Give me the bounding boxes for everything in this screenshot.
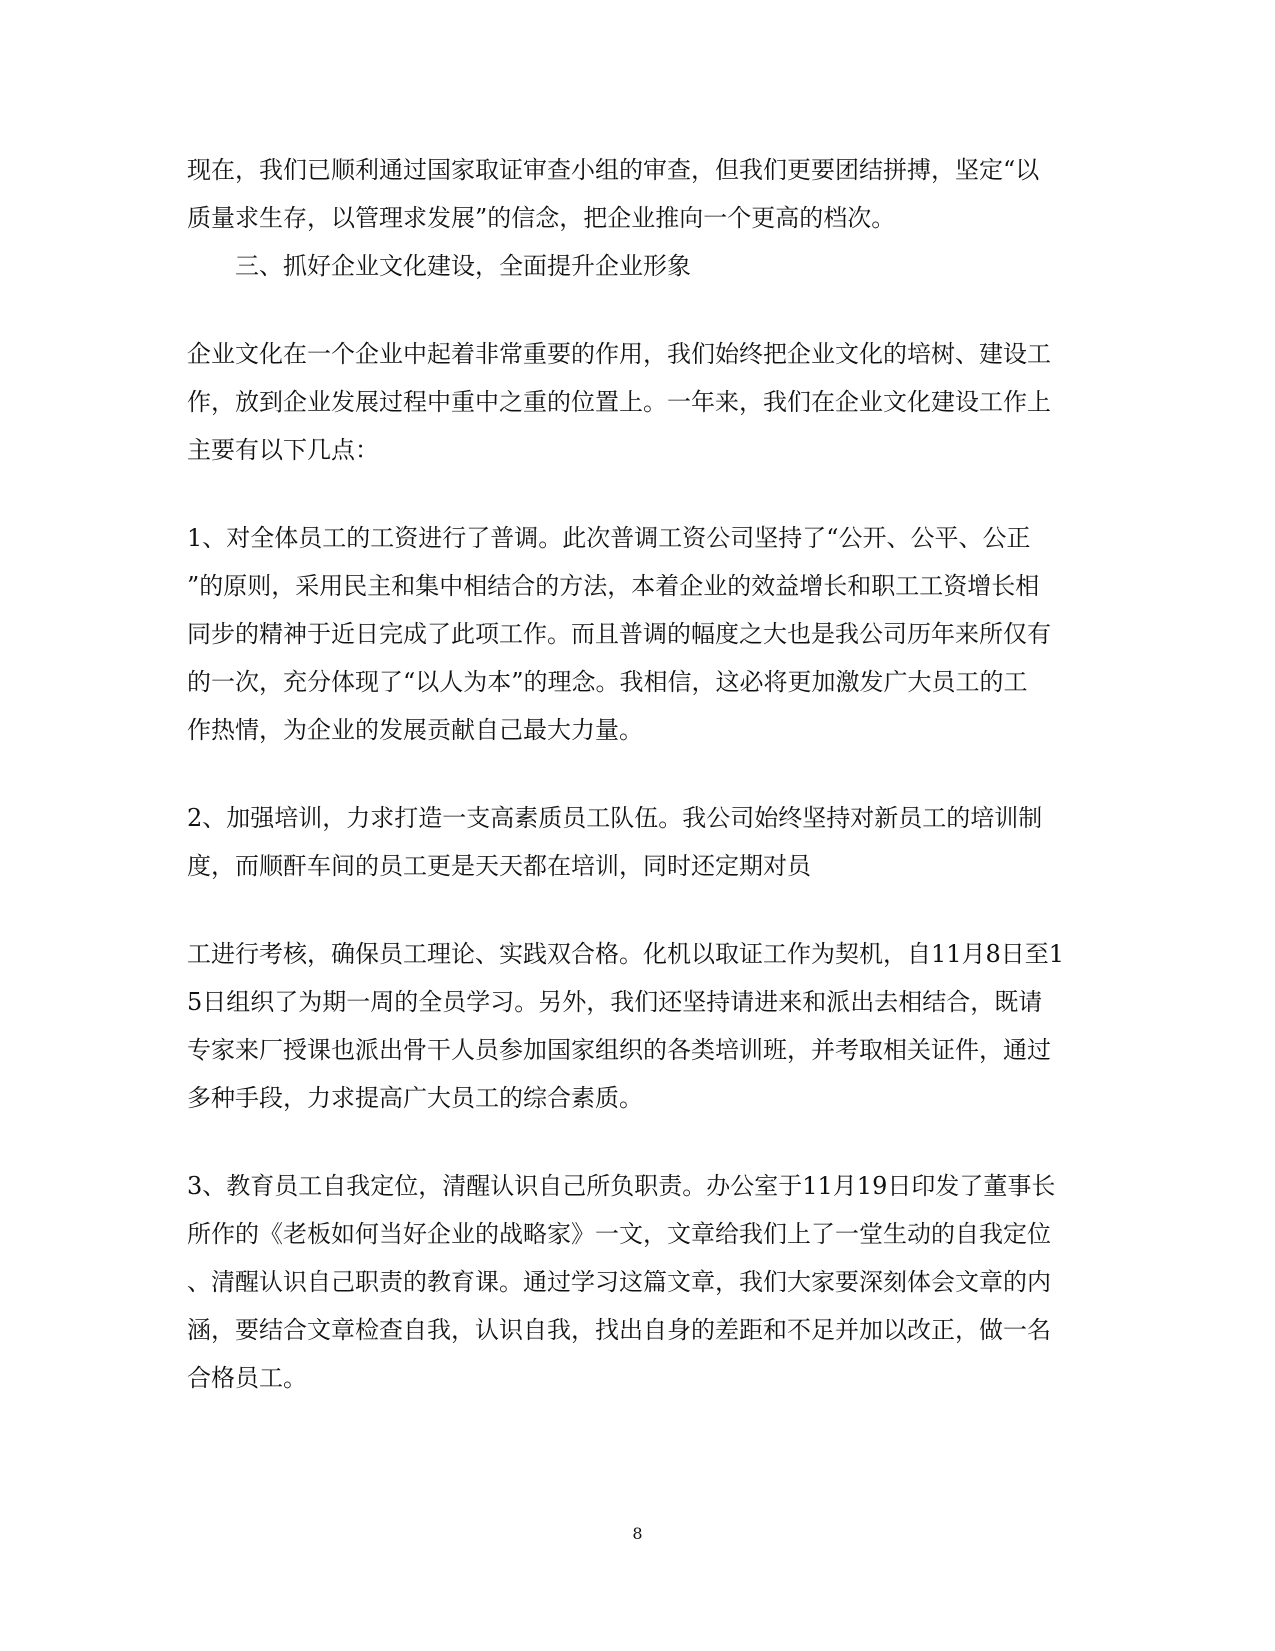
section-heading: 三、抓好企业文化建设，全面提升企业形象 [235,252,691,280]
item-1-line-1: 1、对全体员工的工资进行了普调。此次普调工资公司坚持了“公开、公平、公正 [187,524,1031,552]
paragraph-2-line-2: 作，放到企业发展过程中重中之重的位置上。一年来，我们在企业文化建设工作上 [187,388,1051,416]
item-2-continued-line-1: 工进行考核，确保员工理论、实践双合格。化机以取证工作为契机，自11月8日至1 [187,940,1065,968]
item-1-line-3: 同步的精神于近日完成了此项工作。而且普调的幅度之大也是我公司历年来所仅有 [187,620,1051,648]
item-1-line-4: 的一次，充分体现了“以人为本”的理念。我相信，这必将更加激发广大员工的工 [187,668,1028,696]
item-2-continued-line-4: 多种手段，力求提高广大员工的综合素质。 [187,1084,643,1112]
item-2-continued-line-2: 5日组织了为期一周的全员学习。另外，我们还坚持请进来和派出去相结合，既请 [187,988,1043,1016]
paragraph-1-line-1: 现在，我们已顺利通过国家取证审查小组的审查，但我们更要团结拼搏，坚定“以 [187,156,1040,184]
item-3-line-2: 所作的《老板如何当好企业的战略家》一文，文章给我们上了一堂生动的自我定位 [187,1220,1051,1248]
item-3-line-5: 合格员工。 [187,1364,307,1392]
paragraph-1-line-2: 质量求生存，以管理求发展”的信念，把企业推向一个更高的档次。 [187,204,896,232]
paragraph-2-line-1: 企业文化在一个企业中起着非常重要的作用，我们始终把企业文化的培树、建设工 [187,340,1051,368]
item-3-line-4: 涵，要结合文章检查自我，认识自我，找出自身的差距和不足并加以改正，做一名 [187,1316,1051,1344]
item-1-line-2: ”的原则，采用民主和集中相结合的方法，本着企业的效益增长和职工工资增长相 [187,572,1040,600]
paragraph-2-line-3: 主要有以下几点： [187,436,379,464]
item-1-line-5: 作热情，为企业的发展贡献自己最大力量。 [187,716,643,744]
page-number: 8 [632,1524,643,1543]
item-2-continued-line-3: 专家来厂授课也派出骨干人员参加国家组织的各类培训班，并考取相关证件，通过 [187,1036,1051,1064]
item-2-line-1: 2、加强培训，力求打造一支高素质员工队伍。我公司始终坚持对新员工的培训制 [187,804,1043,832]
item-3-line-1: 3、教育员工自我定位，清醒认识自己所负职责。办公室于11月19日印发了董事长 [187,1172,1056,1200]
item-2-line-2: 度，而顺酐车间的员工更是天天都在培训，同时还定期对员 [187,852,811,880]
item-3-line-3: 、清醒认识自己职责的教育课。通过学习这篇文章，我们大家要深刻体会文章的内 [187,1268,1051,1296]
